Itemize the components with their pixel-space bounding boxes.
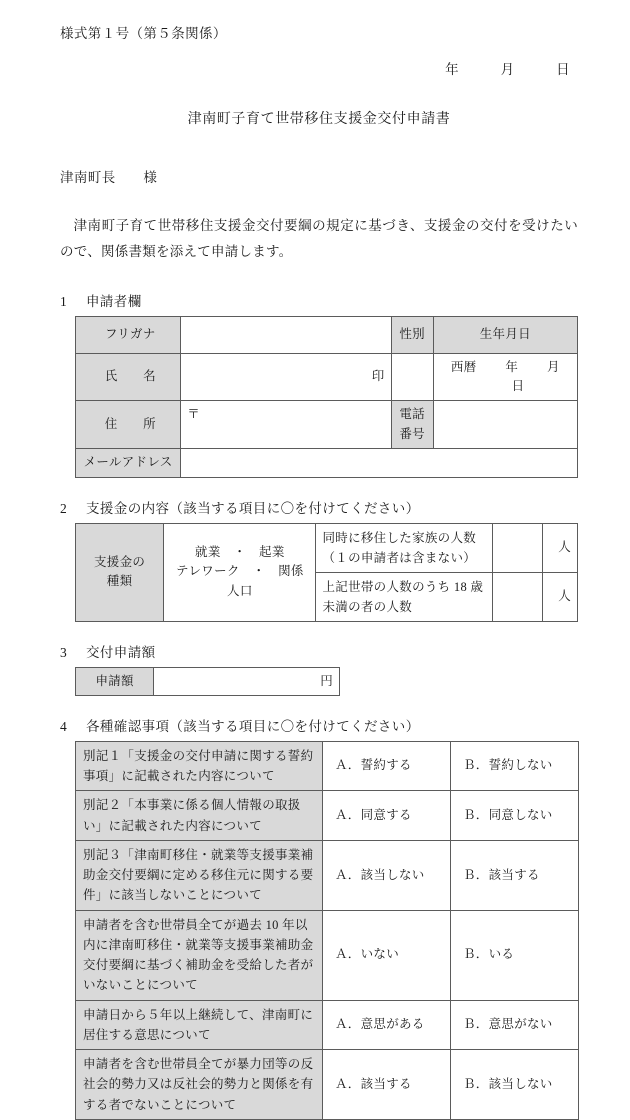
confirmation-item-4: 申請者を含む世帯員全てが過去 10 年以内に津南町移住・就業等支援事業補助金交付要綱に基づく補助金を受給した者がいないことについて — [76, 910, 323, 1000]
birth-year: 年 — [505, 359, 519, 374]
label-phone-line2: 番号 — [399, 426, 425, 441]
section1-heading — [60, 290, 578, 310]
section1-title: 申請者欄 — [86, 293, 142, 309]
confirmation-1-option-b[interactable]: Ｂ．誓約しない — [451, 741, 579, 791]
birth-day: 日 — [511, 379, 525, 393]
section3-heading — [60, 641, 578, 661]
minor-count-description: 上記世帯の人数のうち 18 歳未満の者の人数 — [316, 572, 492, 621]
section2-title: 支援金の内容（該当する項目に〇を付けてください） — [86, 500, 420, 516]
confirmation-2-option-b[interactable]: Ｂ．同意しない — [451, 791, 579, 841]
field-name[interactable] — [181, 353, 391, 401]
support-type-line1: 就業 ・ 起業 — [195, 544, 285, 559]
section3-title: 交付申請額 — [86, 644, 156, 660]
section4-number: 4 — [60, 718, 68, 734]
table-row — [76, 910, 579, 1000]
confirmation-4-option-a[interactable]: Ａ．いない — [323, 910, 451, 1000]
label-phone — [391, 401, 433, 449]
applicant-table — [75, 316, 578, 478]
field-email[interactable] — [181, 449, 578, 477]
support-content-table — [75, 523, 578, 622]
postal-mark: 〒 — [187, 407, 201, 422]
confirmation-6-option-a[interactable]: Ａ．該当する — [323, 1050, 451, 1120]
confirmation-item-2: 別記２「本事業に係る個人情報の取扱い」に記載された内容について — [76, 791, 323, 841]
date-day: 日 — [556, 62, 570, 77]
label-support-kind — [76, 523, 164, 621]
label-amount: 申請額 — [76, 667, 154, 695]
form-number: 様式第１号（第５条関係） — [60, 26, 227, 41]
document-title: 津南町子育て世帯移住支援金交付申請書 — [187, 112, 451, 127]
label-sex: 性別 — [391, 316, 433, 353]
section3-number: 3 — [60, 644, 68, 660]
table-row — [76, 401, 578, 449]
section2-heading — [60, 497, 578, 517]
label-name: 氏 名 — [76, 353, 181, 401]
confirmation-3-option-b[interactable]: Ｂ．該当する — [451, 840, 579, 910]
table-row — [76, 840, 579, 910]
unit-minor-count: 人 — [542, 572, 577, 621]
date-year: 年 — [445, 62, 460, 77]
confirmation-5-option-b[interactable]: Ｂ．意思がない — [451, 1000, 579, 1050]
label-address: 住 所 — [76, 401, 181, 449]
support-type-line2: テレワーク ・ 関係人口 — [175, 564, 304, 598]
field-birthdate[interactable] — [433, 353, 577, 401]
field-furigana[interactable] — [181, 316, 391, 353]
label-birthdate: 生年月日 — [433, 316, 577, 353]
section4-title: 各種確認事項（該当する項目に〇を付けてください） — [86, 718, 420, 734]
section2-number: 2 — [60, 500, 68, 516]
table-row — [76, 353, 578, 401]
field-family-count[interactable] — [492, 523, 542, 572]
table-row — [76, 667, 340, 695]
table-row — [76, 741, 579, 791]
confirmation-item-3: 別記３「津南町移住・就業等支援事業補助金交付要綱に定める移住元に関する要件」に該当しないことについて — [76, 840, 323, 910]
label-email: メールアドレス — [76, 449, 181, 477]
section4-heading — [60, 715, 578, 735]
section-applicant — [60, 290, 578, 478]
field-phone[interactable] — [433, 401, 577, 449]
confirmation-1-option-a[interactable]: Ａ．誓約する — [323, 741, 451, 791]
intro-paragraph: 津南町子育て世帯移住支援金交付要綱の規定に基づき、支援金の交付を受けたいので、関係書類を添えて申請します。 — [60, 218, 578, 260]
confirmation-item-6: 申請者を含む世帯員全てが暴力団等の反社会的勢力又は反社会的勢力と関係を有する者でないことについて — [76, 1050, 323, 1120]
confirmation-5-option-a[interactable]: Ａ．意思がある — [323, 1000, 451, 1050]
table-row — [76, 449, 578, 477]
section-amount — [60, 641, 578, 696]
section-support-content — [60, 497, 578, 622]
amount-table — [75, 667, 340, 696]
unit-yen: 円 — [320, 673, 333, 688]
confirmation-2-option-a[interactable]: Ａ．同意する — [323, 791, 451, 841]
confirmations-table — [75, 741, 579, 1120]
table-row — [76, 316, 578, 353]
table-row — [76, 1000, 579, 1050]
era-label: 西暦 — [450, 359, 477, 374]
unit-family-count: 人 — [542, 523, 577, 572]
confirmation-item-1: 別記１「支援金の交付申請に関する誓約事項」に記載された内容について — [76, 741, 323, 791]
field-address[interactable] — [181, 401, 391, 449]
field-amount[interactable] — [154, 667, 340, 695]
label-furigana: フリガナ — [76, 316, 181, 353]
section-confirmations — [60, 715, 578, 1120]
birth-month: 月 — [547, 359, 560, 374]
seal-mark: 印 — [371, 369, 385, 384]
table-row — [76, 523, 578, 572]
field-sex[interactable] — [391, 353, 433, 401]
table-row — [76, 791, 579, 841]
section1-number: 1 — [60, 293, 68, 309]
date-month: 月 — [500, 62, 515, 77]
confirmation-3-option-a[interactable]: Ａ．該当しない — [323, 840, 451, 910]
label-support-kind-line1: 支援金の — [93, 554, 146, 569]
label-support-kind-line2: 種類 — [106, 574, 133, 588]
label-phone-line1: 電話 — [399, 407, 425, 422]
addressee: 津南町長 様 — [60, 170, 158, 185]
confirmation-4-option-b[interactable]: Ｂ．いる — [451, 910, 579, 1000]
confirmation-item-5: 申請日から５年以上継続して、津南町に居住する意思について — [76, 1000, 323, 1050]
date-line — [60, 58, 570, 78]
support-type-options[interactable] — [164, 523, 316, 621]
field-minor-count[interactable] — [492, 572, 542, 621]
confirmation-6-option-b[interactable]: Ｂ．該当しない — [451, 1050, 579, 1120]
family-count-description: 同時に移住した家族の人数（１の申請者は含まない） — [316, 523, 492, 572]
table-row — [76, 1050, 579, 1120]
